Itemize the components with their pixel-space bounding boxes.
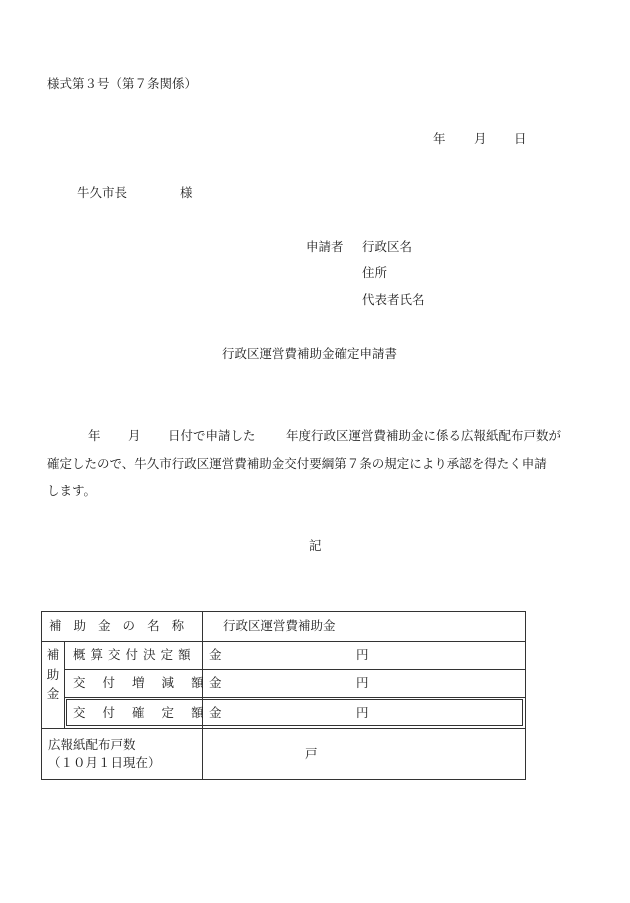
applicant-address-label: 住所 [362,265,388,280]
households-date-note: （１０月１日現在） [48,755,161,770]
form-number: 様式第３号（第７条関係） [47,76,198,91]
date-month-label: 月 [474,131,487,146]
adjustment-amount-unit: 円 [356,675,369,690]
estimated-amount-label: 概 算 交 付 決 定 額 [73,647,191,662]
estimated-amount-prefix: 金 [209,647,222,662]
confirmed-amount-prefix: 金 [209,705,222,720]
subsidy-table [41,611,526,780]
body-line-3: します。 [47,483,97,498]
addressee-name: 牛久市長 [77,185,128,200]
addressee-honorific: 様 [180,185,193,200]
name-value: 行政区運営費補助金 [223,618,336,633]
applicant-district-label: 行政区名 [362,239,413,254]
body-text-2: 年度行政区運営費補助金に係る広報紙配布戸数が [286,428,562,443]
name-label: 補 助 金 の 名 称 [49,618,185,633]
body-year: 年 [88,428,101,443]
subsidy-group-label: 補 助 金 [46,647,60,701]
households-label: 広報紙配布戸数 [48,737,136,752]
document-title: 行政区運営費補助金確定申請書 [222,346,398,361]
adjustment-amount-prefix: 金 [209,675,222,690]
ki-heading: 記 [309,538,322,553]
body-line-2: 確定したので、牛久市行政区運営費補助金交付要綱第７条の規定により承認を得たく申請 [47,456,547,471]
confirmed-amount-unit: 円 [356,705,369,720]
households-unit: 戸 [305,746,318,761]
body-month: 月 [128,428,141,443]
confirmed-amount-label: 交 付 確 定 額 [73,705,204,720]
date-year-label: 年 [433,131,446,146]
applicant-representative-label: 代表者氏名 [362,292,425,307]
body-text-1: 日付で申請した [168,428,256,443]
adjustment-amount-label: 交 付 増 減 額 [73,675,204,690]
date-day-label: 日 [514,131,527,146]
applicant-label: 申請者 [306,239,344,254]
estimated-amount-unit: 円 [356,647,369,662]
